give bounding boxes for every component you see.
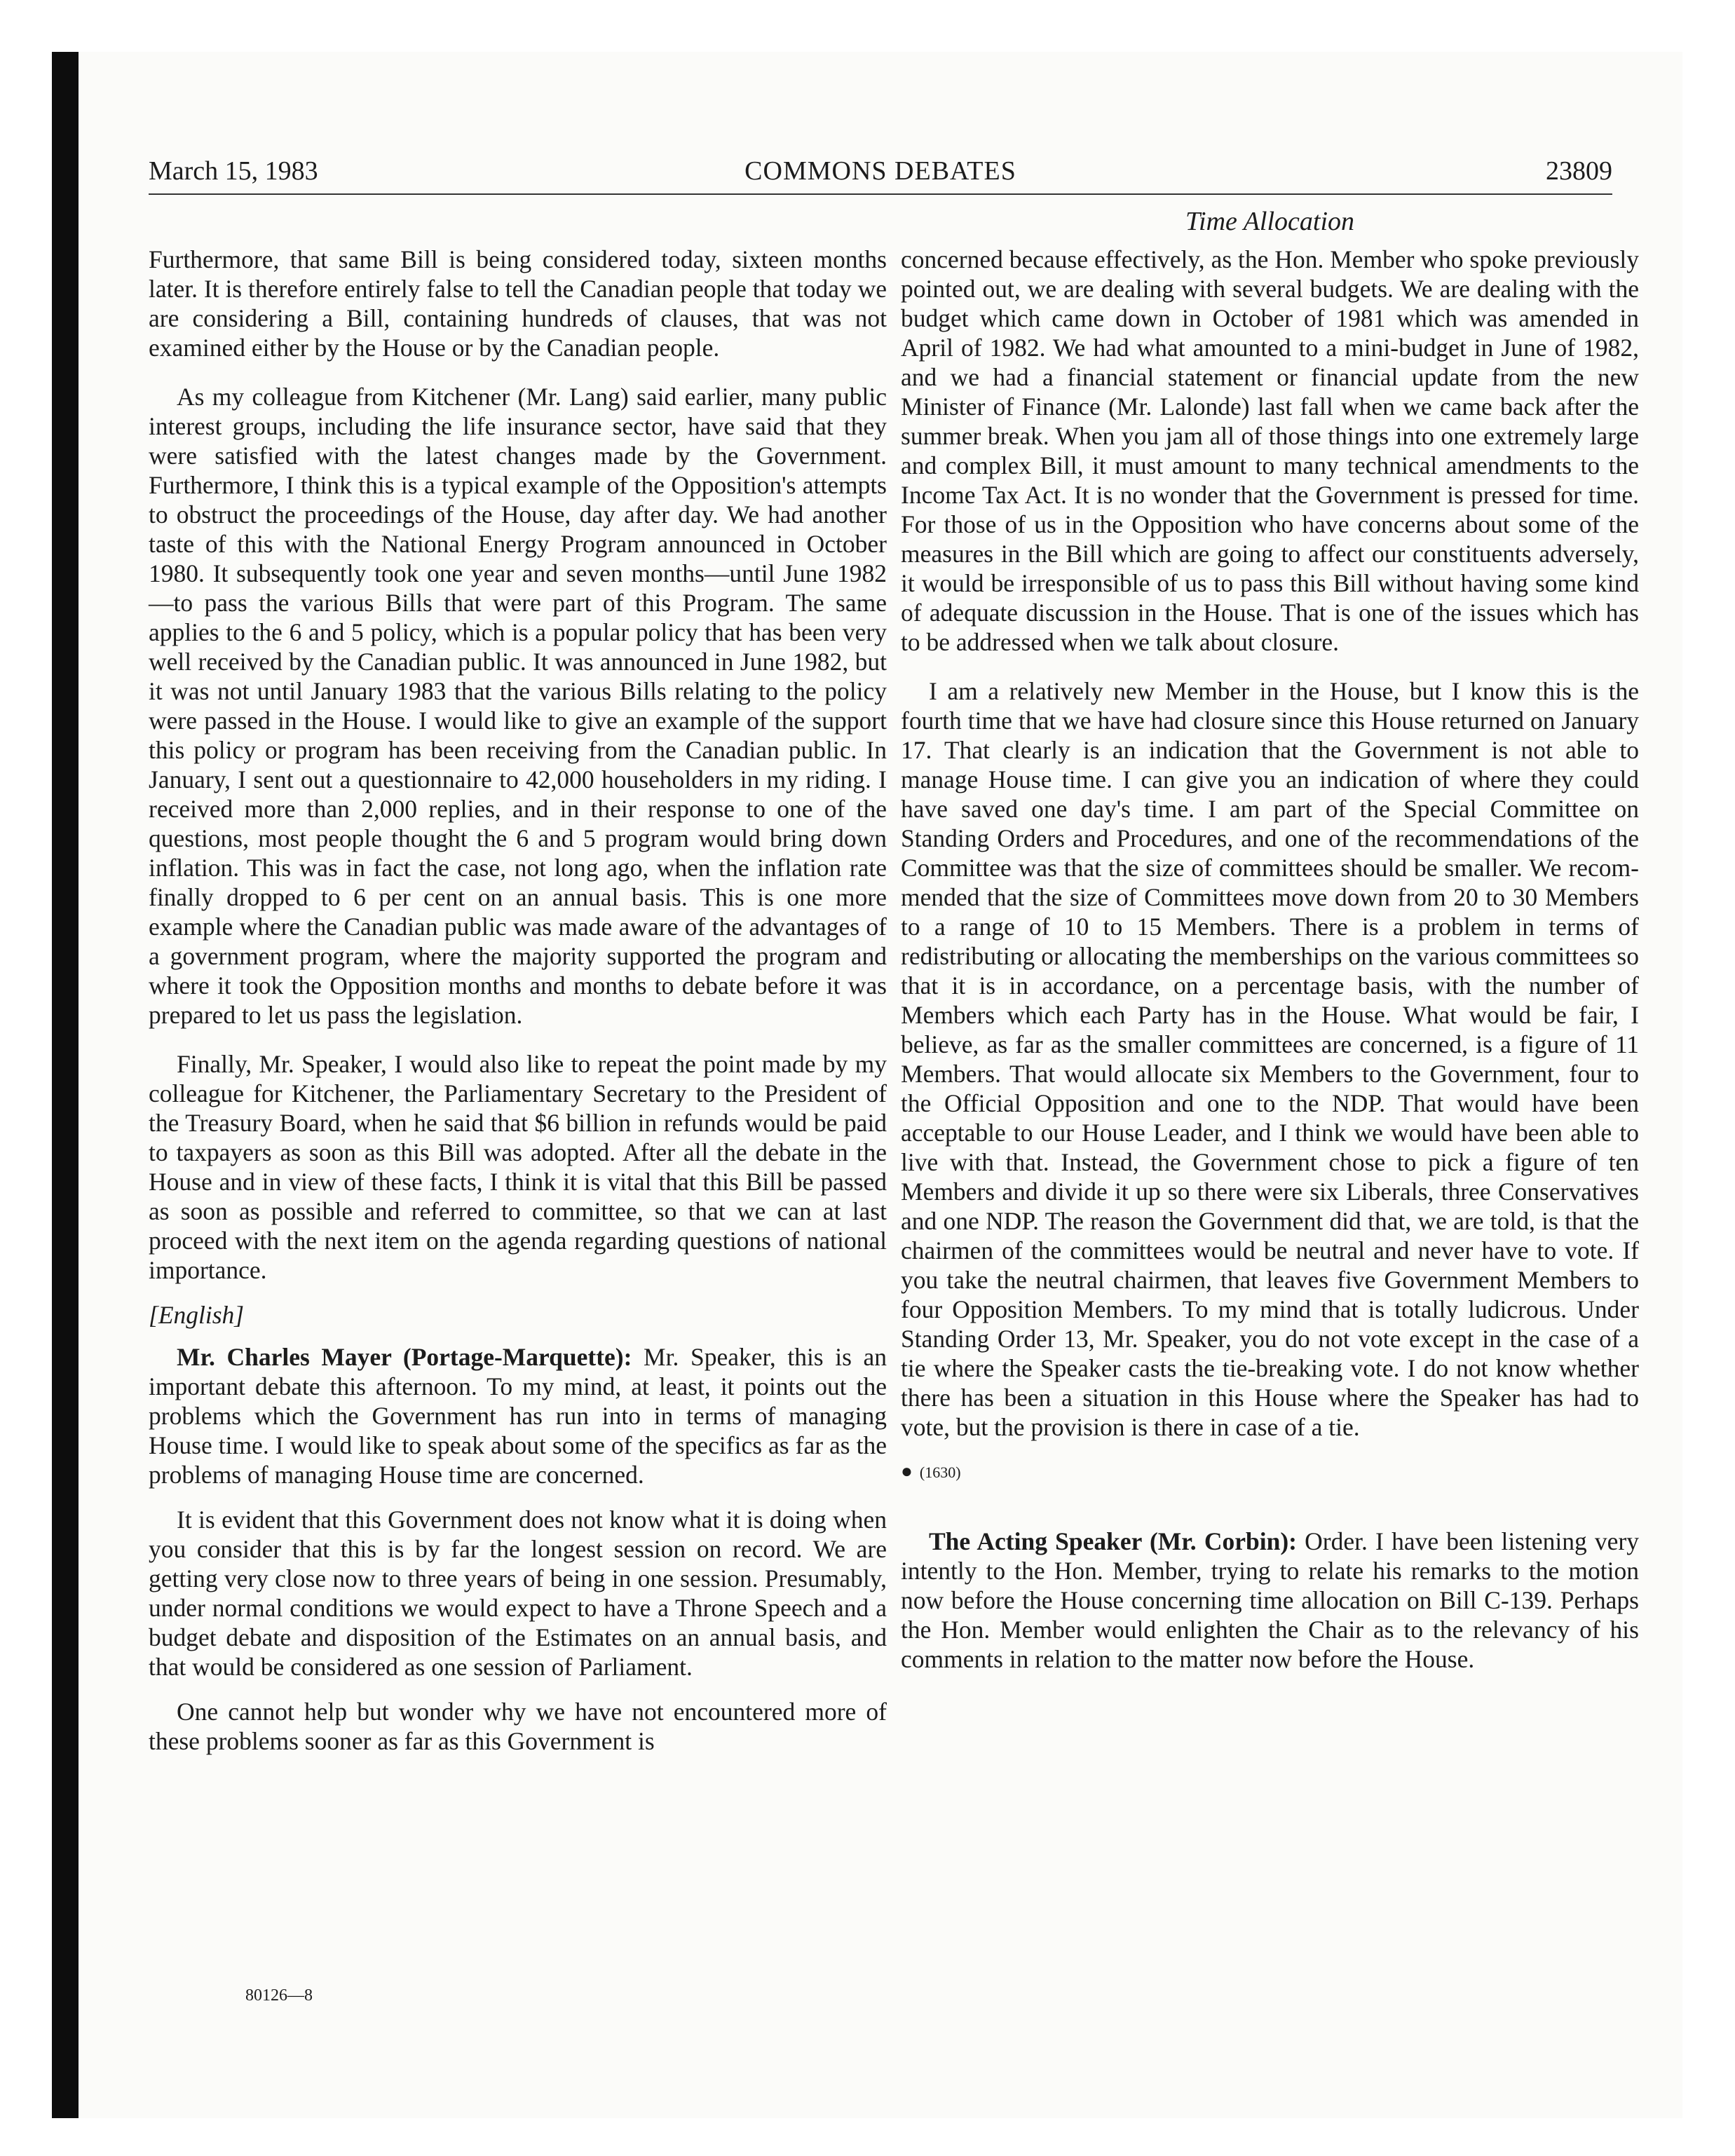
speaker-name: Mr. Charles Mayer (Portage-Marquette): <box>177 1343 632 1371</box>
time-marker <box>901 1461 1639 1483</box>
speech-mayer <box>149 1342 887 1489</box>
header-rule <box>149 193 1612 195</box>
speech-text: Mr. Speaker, this is an important debate this afternoon. To my mind, at least, it points out the problems which the Government has run into in terms of managing House time. I would like to speak about some of the specifics as far as the problems of managing House time are concerned. <box>149 1343 887 1489</box>
right-column <box>901 245 1639 1693</box>
bullet-icon: ● <box>901 1461 913 1482</box>
paragraph: It is evident that this Government does not know what it is doing when you consider that this is by far the longest session on record. We are getting very close now to three years of being in one session. Presumably, under normal conditions we would expect to have a Throne Speech and a budget debate and disposition of the Estimates on an annual basis, and that would be considered as one session of Parliament. <box>149 1506 887 1681</box>
scan-edge-shadow <box>52 52 79 2118</box>
timestamp: (1630) <box>919 1464 961 1481</box>
paragraph: Furthermore, that same Bill is being considered today, sixteen months later. It is therefore entirely false to tell the Canadian people that today we are considering a Bill, containing hundreds of clauses, that was not examined either by the House or by the Canadian people. <box>149 245 887 362</box>
left-column <box>149 245 887 1771</box>
paragraph: I am a relatively new Member in the House, but I know this is the fourth time that we have had closure since this House returned on January 17. That clearly is an indication that the Government is not able to manage House time. I can give you an indication of where they could have saved one day's time. I am part of the Special Committee on Standing Orders and Procedures, and one of the recommendations of the Committee was that the size of committees should be smaller. We recommended that the size of Committees move down from 20 to 30 Members to a range of 10 to 15 Members. There is a problem in terms of redistributing or allocating the memberships on the various committees so that it is in accordance, on a percentage basis, with the number of Members which each Party has in the House. What would be fair, I believe, as far as the smaller committees are concerned, is a figure of 11 Members. That would allocate six Members to the Government, four to the Official Opposition and one to the NDP. That would have been acceptable to our House Leader, and I think we would have been able to live with that. Instead, the Government chose to pick a figure of ten Members and divide it up so there were six Liberals, three Conservatives and one NDP. The reason the Government did that, we are told, is that the chairmen of the committees would be neutral and never have to vote. If you take the neutral chairmen, that leaves five Government Members to four Opposition Members. To my mind that is totally ludicrous. Under Standing Order 13, Mr. Speaker, you do not vote except in the case of a tie where the Speaker casts the tie-breaking vote. I do not know whether there has been a situation in this House where the Speaker has had to vote, but the provision is there in case of a tie. <box>901 677 1639 1441</box>
paragraph: As my colleague from Kitchener (Mr. Lang) said earlier, many public interest groups, including the life insurance sector, have said that they were satisfied with the latest changes made by the Government. Furthermore, I think this is a typical example of the Opposition's attempts to obstruct the proceedings of the House, day after day. We had another taste of this with the National Energy Program announced in October 1980. It subsequently took one year and seven months—until June 1982—to pass the various Bills that were part of this Program. The same applies to the 6 and 5 policy, which is a popular policy that has been very well received by the Canadian public. It was announced in June 1982, but it was not until January 1983 that the various Bills relating to the policy were passed in the House. I would like to give an example of the support this policy or program has been receiving from the Canadian public. In January, I sent out a questionnaire to 42,000 householders in my riding. I received more than 2,000 replies, and in their response to one of the questions, most people thought the 6 and 5 program would bring down inflation. This was in fact the case, not long ago, when the inflation rate finally dropped to 6 per cent on an annual basis. This is one more example where the Canadian public was made aware of the advantages of a government program, where the majority supported the program and where it took the Opposition months and months to debate before it was prepared to let us pass the legislation. <box>149 383 887 1029</box>
printer-code: 80126—8 <box>245 1986 313 2005</box>
paragraph: One cannot help but wonder why we have not encountered more of these problems sooner as far as this Government is <box>149 1698 887 1755</box>
running-header <box>149 151 1612 191</box>
header-publication: COMMONS DEBATES <box>744 156 1016 186</box>
header-page-number: 23809 <box>1546 156 1612 186</box>
language-tag: [English] <box>149 1301 245 1329</box>
speech-corbin <box>901 1527 1639 1674</box>
header-date: March 15, 1983 <box>149 156 318 186</box>
section-title: Time Allocation <box>1185 207 1355 236</box>
document-page <box>79 52 1682 2118</box>
paragraph: Finally, Mr. Speaker, I would also like to repeat the point made by my colleague for Kitchener, the Parliamentary Secretary to the President of the Treasury Board, when he said that $6 billion in refunds would be paid to taxpayers as soon as this Bill was adopted. After all the debate in the House and in view of these facts, I think it is vital that this Bill be passed as soon as possible and referred to committee, so that we can at last proceed with the next item on the agenda regarding questions of national importance. <box>149 1050 887 1284</box>
speaker-name: The Acting Speaker (Mr. Corbin): <box>929 1527 1297 1555</box>
speech-text: Order. I have been listening very intently to the Hon. Member, trying to relate his remarks to the motion now before the House concerning time allocation on Bill C-139. Perhaps the Hon. Member would enlighten the Chair as to the relevancy of his comments in relation to the matter now before the House. <box>901 1527 1639 1673</box>
paragraph: concerned because effectively, as the Hon. Member who spoke previously pointed out, we are dealing with several budgets. We are dealing with the budget which came down in October of 1981 which was amended in April of 1982. We had what amounted to a mini-budget in June of 1982, and we had a financial statement or financial update from the new Minister of Finance (Mr. Lalonde) last fall when we came back after the summer break. When you jam all of those things into one extremely large and complex Bill, it must amount to many technical amendments to the Income Tax Act. It is no wonder that the Government is pressed for time. For those of us in the Opposition who have concerns about some of the measures in the Bill which are going to affect our constituents adversely, it would be irresponsible of us to pass this Bill without having some kind of adequate discussion in the House. That is one of the issues which has to be addressed when we talk about closure. <box>901 245 1639 656</box>
scanned-page <box>52 52 1682 2118</box>
